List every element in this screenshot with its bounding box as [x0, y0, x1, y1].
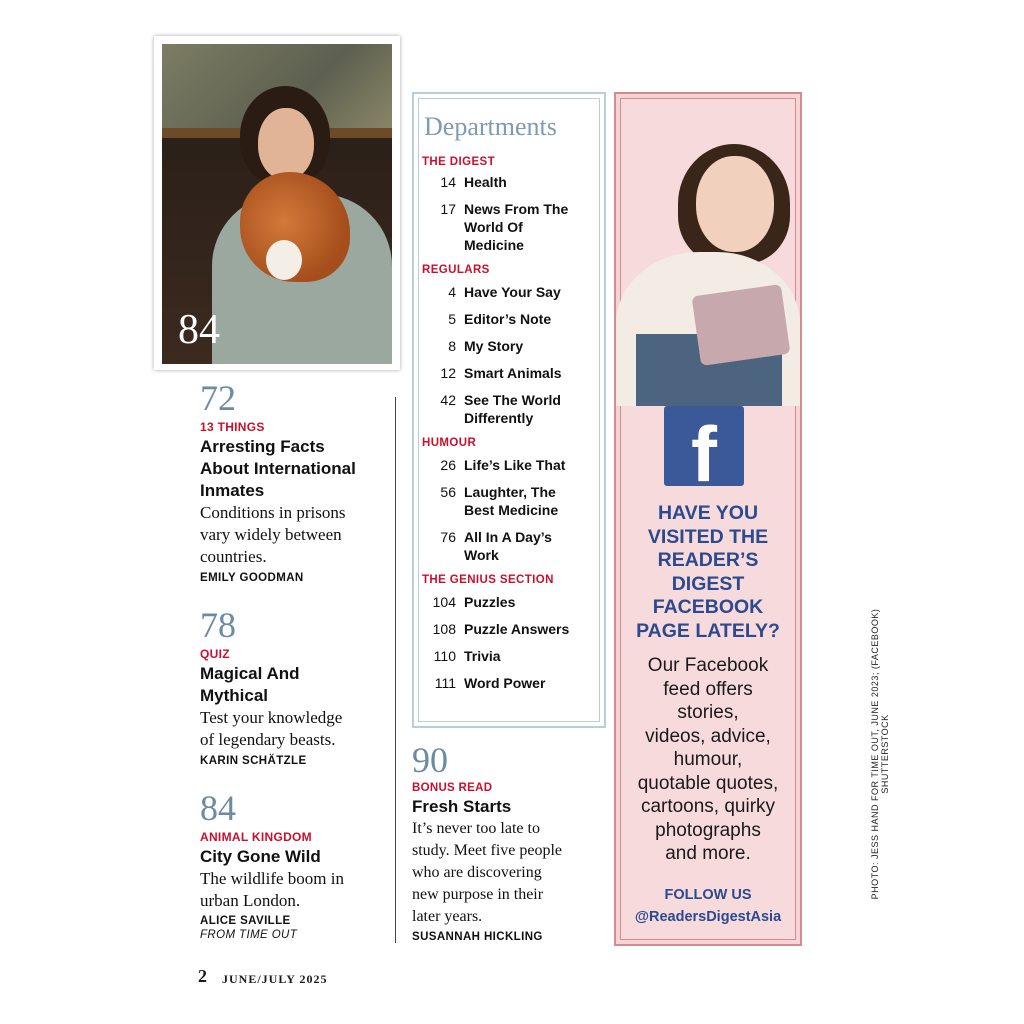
- feature-page-number: 84: [200, 788, 236, 828]
- folio-page-number: 2: [198, 966, 207, 986]
- feature-byline: KARIN SCHÄTZLE: [200, 755, 307, 767]
- follow-us-label: FOLLOW US: [664, 887, 752, 903]
- bonus-headline[interactable]: Fresh Starts: [412, 797, 512, 816]
- photo-page-number: 84: [178, 307, 220, 353]
- feature-source: FROM TIME OUT: [200, 929, 298, 941]
- dept-item[interactable]: 111 Word Power: [434, 675, 546, 691]
- feature-headline[interactable]: City Gone Wild: [200, 847, 321, 866]
- dept-item[interactable]: 8 My Story: [448, 338, 524, 354]
- facebook-body-text: Our Facebook feed offers stories, videos, advice, humour, quotable quotes, cartoons, quirky photographs and more.: [637, 655, 779, 864]
- bonus-kicker: BONUS READ: [412, 782, 493, 794]
- feature-72[interactable]: [200, 380, 390, 584]
- feature-byline: ALICE SAVILLE: [200, 915, 291, 927]
- feature-78[interactable]: [200, 607, 390, 767]
- dept-item[interactable]: 104 Puzzles: [432, 594, 516, 610]
- dept-item[interactable]: 5 Editor’s Note: [448, 311, 552, 327]
- departments-list: [422, 156, 598, 692]
- dept-item[interactable]: 14 Health: [440, 174, 507, 190]
- bonus-deck: It’s never too late to study. Meet five people who are discovering new purpose in their later years.: [412, 820, 563, 925]
- bonus-read[interactable]: [412, 742, 608, 943]
- feature-headline[interactable]: Arresting Facts About International Inmates: [200, 437, 356, 500]
- section-heading-the-digest: THE DIGEST: [422, 156, 496, 168]
- feature-page-number: 72: [200, 378, 236, 418]
- feature-byline: EMILY GOODMAN: [200, 572, 304, 584]
- dept-item[interactable]: 17 News From The World Of Medicine: [440, 201, 569, 253]
- feature-deck: The wildlife boom in urban London.: [200, 869, 345, 910]
- photo-credit: PHOTO: JESS HAND FOR TIME OUT, JUNE 2023; (FACEBOOK) SHUTTERSTOCK: [870, 608, 890, 900]
- section-heading-genius: THE GENIUS SECTION: [422, 574, 554, 586]
- dept-item[interactable]: 12 Smart Animals: [440, 365, 562, 381]
- dept-item[interactable]: 108 Puzzle Answers: [432, 621, 570, 637]
- feature-kicker: 13 THINGS: [200, 420, 265, 434]
- dept-item[interactable]: 110 Trivia: [433, 648, 501, 664]
- feature-headline[interactable]: Magical And Mythical: [200, 664, 300, 705]
- feature-deck: Test your knowledge of legendary beasts.: [200, 708, 343, 749]
- section-heading-regulars: REGULARS: [422, 264, 490, 276]
- feature-kicker: QUIZ: [200, 647, 230, 661]
- facebook-icon[interactable]: f: [664, 406, 744, 486]
- facebook-headline: HAVE YOU VISITED THE READER’S DIGEST FACEBOOK PAGE LATELY?: [636, 502, 780, 642]
- departments-box: [412, 92, 606, 728]
- woman-with-tablet-photo: [616, 94, 800, 406]
- section-heading-humour: HUMOUR: [422, 437, 477, 449]
- dept-item[interactable]: 26 Life’s Like That: [440, 457, 566, 473]
- feature-page-number: 78: [200, 605, 236, 645]
- bonus-page-number: 90: [412, 740, 448, 780]
- dept-item[interactable]: 76 All In A Day’s Work: [440, 529, 552, 563]
- facebook-follow[interactable]: [622, 884, 794, 928]
- folio-issue-date: JUNE/JULY 2025: [222, 972, 328, 986]
- feature-kicker: ANIMAL KINGDOM: [200, 830, 312, 844]
- facebook-handle-link[interactable]: @ReadersDigestAsia: [634, 909, 782, 925]
- departments-title: Departments: [424, 112, 557, 141]
- feature-deck: Conditions in prisons vary widely between countries.: [200, 503, 346, 566]
- bonus-byline: SUSANNAH HICKLING: [412, 931, 543, 943]
- woman-with-fox-photo: [162, 44, 392, 364]
- feature-84[interactable]: [200, 790, 390, 941]
- dept-item[interactable]: 4 Have Your Say: [448, 284, 561, 300]
- dept-item[interactable]: 56 Laughter, The Best Medicine: [440, 484, 559, 518]
- dept-item[interactable]: 42 See The World Differently: [440, 392, 561, 426]
- column-divider: [395, 397, 396, 943]
- feature-photo-frame: [154, 36, 400, 370]
